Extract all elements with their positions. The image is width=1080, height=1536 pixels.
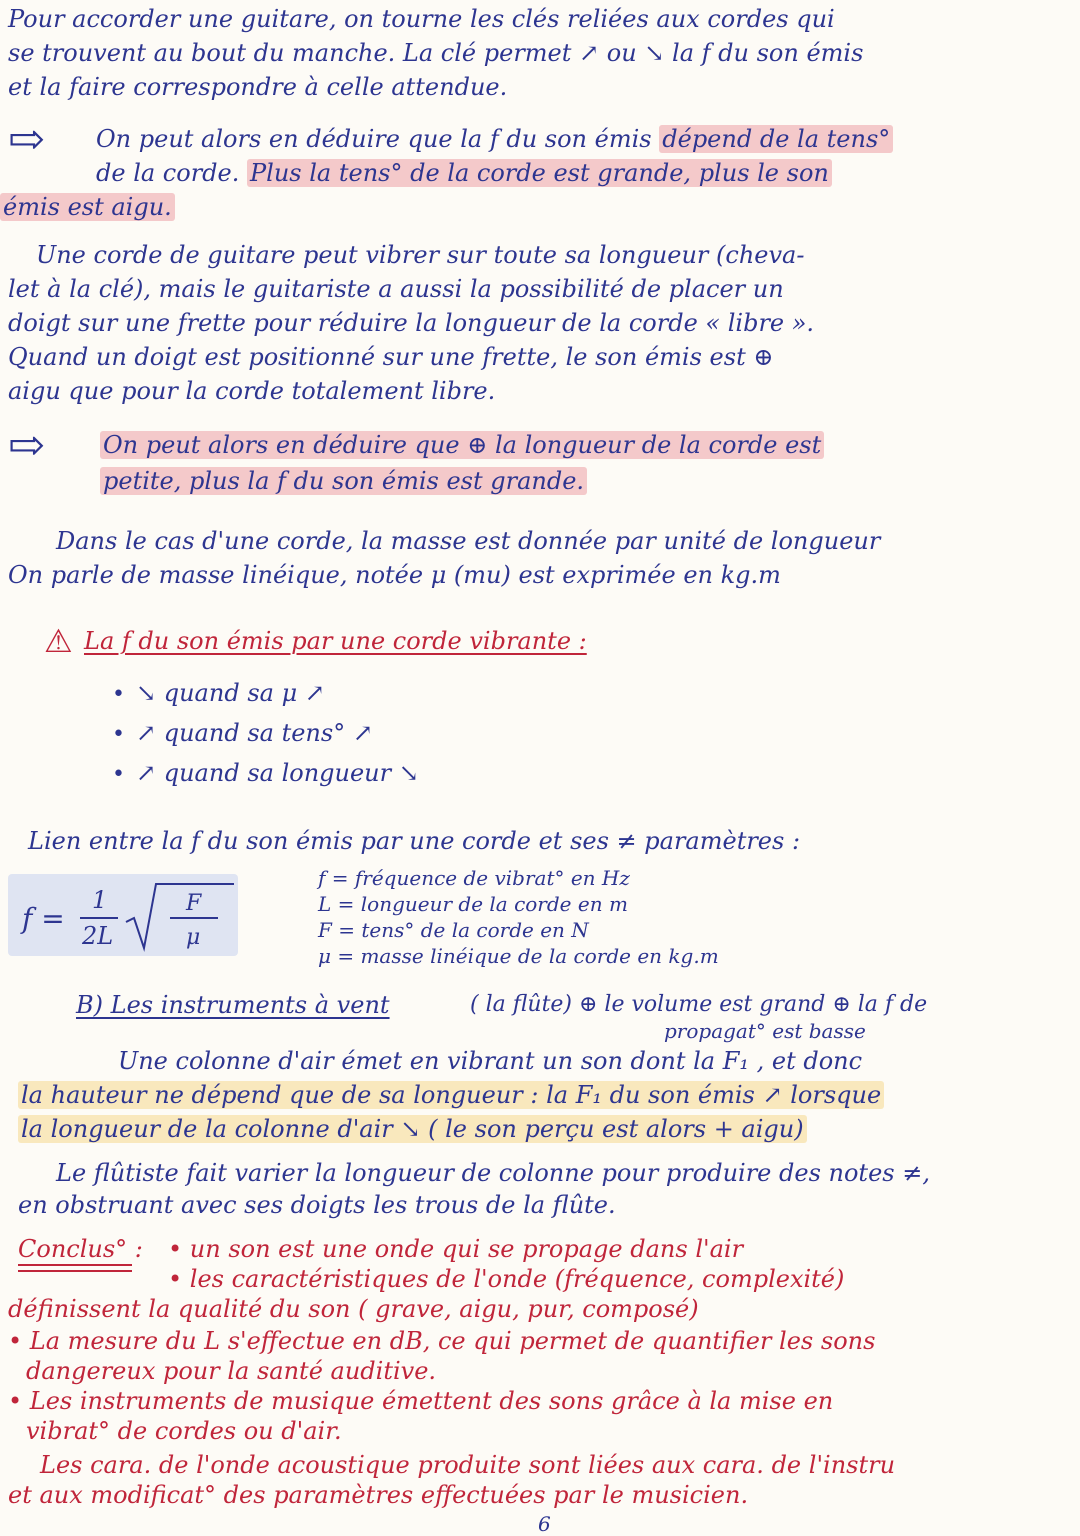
section-title: B) Les instruments à vent [76,991,390,1019]
bullet-icon: • [112,762,125,787]
legend-item: L = longueur de la corde en m [318,892,628,916]
bullet-icon: • [112,722,125,747]
conclusion-line: dangereux pour la santé auditive. [26,1357,437,1385]
text-line: Une colonne d'air émet en vibrant un son dont la F₁ , et donc [118,1047,863,1075]
title-note: ( la flûte) ⊕ le volume est grand ⊕ la f de [470,992,928,1017]
conclusion-line: • La mesure du L s'effectue en dB, ce qui permet de quantifier les sons [8,1327,876,1355]
formula [8,874,238,956]
warning-title: La f du son émis par une corde vibrante : [84,627,587,655]
formula-box [8,874,238,956]
formula-root-denominator: μ [186,925,201,950]
text-line: et la faire correspondre à celle attendue. [8,73,508,101]
highlight: émis est aigu. [0,193,175,221]
link-title: Lien entre la f du son émis par une corde et ses ≠ paramètres : [28,827,801,855]
text-line: aigu que pour la corde totalement libre. [8,377,496,405]
text-line: let à la clé), mais le guitariste a aussi la possibilité de placer un [8,275,784,303]
page-number: 6 [538,1512,551,1536]
implies-arrow-icon: ⇨ [8,114,45,165]
bullet-icon: • [112,682,125,707]
list-item: ↗ quand sa longueur ↘ [136,759,419,787]
text-line: Dans le cas d'une corde, la masse est donnée par unité de longueur [56,527,881,555]
formula-denominator: 2L [82,922,114,950]
formula-root-numerator: F [186,891,202,916]
conclusion-line: Les cara. de l'onde acoustique produite sont liées aux cara. de l'instru [40,1451,896,1479]
title-note: propagat° est basse [664,1019,866,1043]
conclusion-line: et aux modificat° des paramètres effectuées par le musicien. [8,1481,749,1509]
text-line: se trouvent au bout du manche. La clé permet ↗ ou ↘ la f du son émis [8,39,864,67]
conclusion-underline [18,1264,132,1266]
list-item: ↗ quand sa tens° ↗ [136,719,373,747]
deduction-line: de la corde. Plus la tens° de la corde est grande, plus le son [96,158,832,188]
list-item: ↘ quand sa μ ↗ [136,679,325,707]
conclusion-line: définissent la qualité du son ( grave, aigu, pur, composé) [8,1295,699,1323]
formula-lhs: f = [22,902,65,935]
highlight: Plus la tens° de la corde est grande, plus le son [247,159,832,187]
text-line: la longueur de la colonne d'air ↘ ( le son perçu est alors + aigu) [18,1114,807,1144]
conclusion-underline [18,1270,132,1272]
formula-numerator: 1 [92,886,108,914]
text-line: On parle de masse linéique, notée μ (mu) est exprimée en kg.m [8,561,781,589]
conclusion-label: Conclus° : [18,1235,143,1263]
legend-item: f = fréquence de vibrat° en Hz [318,866,630,890]
legend-item: F = tens° de la corde en N [318,918,589,942]
legend-item: μ = masse linéique de la corde en kg.m [318,944,719,968]
highlight: petite, plus la f du son émis est grande. [100,467,587,495]
implies-arrow-icon: ⇨ [8,420,45,471]
conclusion-line: • Les instruments de musique émettent des sons grâce à la mise en [8,1387,834,1415]
text-line: la hauteur ne dépend que de sa longueur : la F₁ du son émis ↗ lorsque [18,1080,884,1110]
deduction-line: On peut alors en déduire que la f du son émis dépend de la tens° [96,124,893,154]
text-line: en obstruant avec ses doigts les trous de la flûte. [18,1191,616,1219]
deduction-line [100,430,824,460]
text-line: doigt sur une frette pour réduire la longueur de la corde « libre ». [8,309,815,337]
text-line: Pour accorder une guitare, on tourne les clés reliées aux cordes qui [8,5,835,33]
conclusion-line: • les caractéristiques de l'onde (fréquence, complexité) [168,1265,845,1293]
highlight: dépend de la tens° [659,125,893,153]
warning-icon: ⚠ [44,622,73,660]
highlight: On peut alors en déduire que ⊕ la longueur de la corde est [100,431,824,459]
text-line: Une corde de guitare peut vibrer sur toute sa longueur (cheva- [36,241,805,269]
conclusion-line: • un son est une onde qui se propage dans l'air [168,1235,744,1263]
text-line: Le flûtiste fait varier la longueur de colonne pour produire des notes ≠, [56,1159,930,1187]
conclusion-line: vibrat° de cordes ou d'air. [26,1417,342,1445]
deduction-line [100,466,587,496]
text-line: Quand un doigt est positionné sur une frette, le son émis est ⊕ [8,343,774,371]
deduction-line [0,192,175,222]
